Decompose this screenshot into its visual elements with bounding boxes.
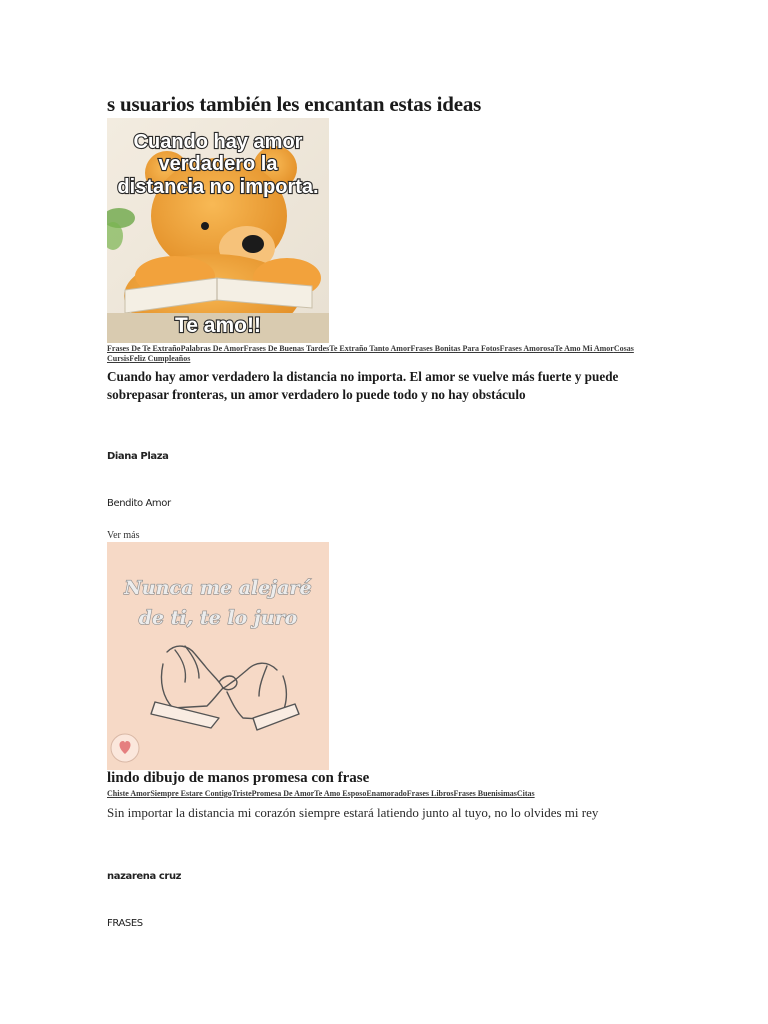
- pin-description: Sin importar la distancia mi corazón siempre estará latiendo junto al tuyo, no lo olvides mi rey: [107, 805, 599, 820]
- tag-link[interactable]: Te Amo Esposo: [314, 789, 367, 798]
- bear-caption-line-1: Cuando hay amor: [133, 131, 303, 153]
- tag-link[interactable]: Chiste Amor: [107, 789, 151, 798]
- tag-link[interactable]: Frases Bonitas Para Fotos: [410, 344, 500, 353]
- tag-link[interactable]: Promesa De Amor: [251, 789, 315, 798]
- tag-link[interactable]: Frases Amorosa: [499, 344, 555, 353]
- pin-user-name[interactable]: nazarena cruz: [107, 871, 182, 882]
- tag-link[interactable]: Frases De Buenas Tardes: [243, 344, 330, 353]
- teddy-bear-illustration: [107, 118, 329, 343]
- tag-link[interactable]: Siempre Estare Contigo: [150, 789, 232, 798]
- pin-image-pinky-promise[interactable]: [107, 542, 329, 770]
- section-heading: s usuarios también les encantan estas ideas: [107, 92, 482, 116]
- pin-title[interactable]: lindo dibujo de manos promesa con frase: [107, 770, 370, 786]
- pin-tags: [107, 344, 652, 364]
- pin-description: Cuando hay amor verdadero la distancia no importa. El amor se vuelve más fuerte y puede sobrepasar fronteras, un amor verdadero lo puede todo y no hay obstáculo: [107, 369, 619, 402]
- bear-caption-line-3: distancia no importa.: [117, 176, 319, 198]
- pinky-promise-hands-illustration: [107, 542, 329, 770]
- tag-link[interactable]: Frases De Te Extraño: [107, 344, 181, 353]
- pin-board-name[interactable]: Bendito Amor: [107, 498, 171, 509]
- pin-board-name[interactable]: FRASES: [107, 918, 143, 929]
- tag-link[interactable]: Frases Buenisimas: [453, 789, 517, 798]
- tag-link[interactable]: Enamorado: [366, 789, 407, 798]
- pinky-caption-line-1: Nunca me alejaré: [124, 577, 312, 599]
- tag-link[interactable]: Palabras De Amor: [180, 344, 244, 353]
- pinky-caption-line-2: de ti, te lo juro: [138, 607, 298, 629]
- tag-link[interactable]: Citas: [516, 789, 535, 798]
- pin-image-teddy-bear[interactable]: [107, 118, 329, 343]
- tag-link[interactable]: Te Amo Mi Amor: [554, 344, 614, 353]
- tag-link[interactable]: Feliz Cumpleaños: [129, 354, 191, 363]
- bear-footer-text: Te amo!!: [175, 314, 261, 337]
- tag-link[interactable]: Triste: [231, 789, 252, 798]
- see-more-link[interactable]: Ver más: [107, 530, 140, 541]
- tag-link[interactable]: Cosas Cursis: [107, 344, 634, 363]
- pin-user-name[interactable]: Diana Plaza: [107, 451, 169, 462]
- bear-caption-line-2: verdadero la: [158, 153, 278, 175]
- tag-link[interactable]: Frases Libros: [406, 789, 454, 798]
- pin-tags: [107, 789, 652, 799]
- tag-link[interactable]: Te Extraño Tanto Amor: [329, 344, 411, 353]
